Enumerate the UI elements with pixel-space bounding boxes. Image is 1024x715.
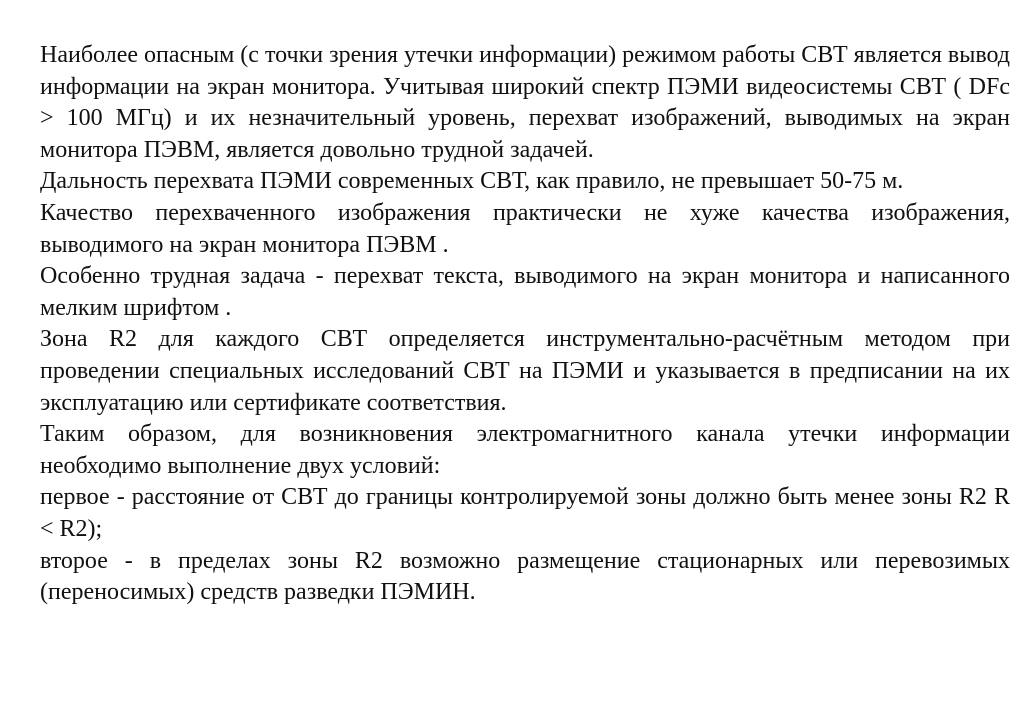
paragraph-condition-first: первое - расстояние от СВТ до границы контролируемой зоны должно быть менее зоны R2 R < R2); xyxy=(40,484,1010,542)
paragraph-conditions-intro: Таким образом, для возникновения электромагнитного канала утечки информации необходимо выполнение двух условий: xyxy=(40,421,1010,479)
paragraph-zone-r2: Зона R2 для каждого СВТ определяется инструментально-расчётным методом при проведении специальных исследований СВТ на ПЭМИ и указывается в предписании на их эксплуатацию или сертификате соответствия. xyxy=(40,326,1010,416)
paragraph-interception-range: Дальность перехвата ПЭМИ современных СВТ, как правило, не превышает 50-75 м. xyxy=(40,168,904,195)
paragraph-dangerous-mode: Наиболее опасным (с точки зрения утечки информации) режимом работы СВТ является вывод информации на экран монитора. Учитывая широкий спектр ПЭМИ видеосистемы СВТ ( DFc > 100 МГц) и их незначительный уровень, перехват изображений, выводимых на экран монитора ПЭВМ, является довольно трудной задачей. xyxy=(40,42,1010,163)
paragraph-image-quality: Качество перехваченного изображения практически не хуже качества изображения, выводимого на экран монитора ПЭВМ . xyxy=(40,199,1010,258)
paragraph-condition-second: второе - в пределах зоны R2 возможно размещение стационарных или перевозимых (переносимых) средств разведки ПЭМИН. xyxy=(40,547,1010,606)
paragraph-text-interception: Особенно трудная задача - перехват текста, выводимого на экран монитора и написанного мелким шрифтом . xyxy=(40,263,1010,321)
document-page xyxy=(40,40,1010,609)
